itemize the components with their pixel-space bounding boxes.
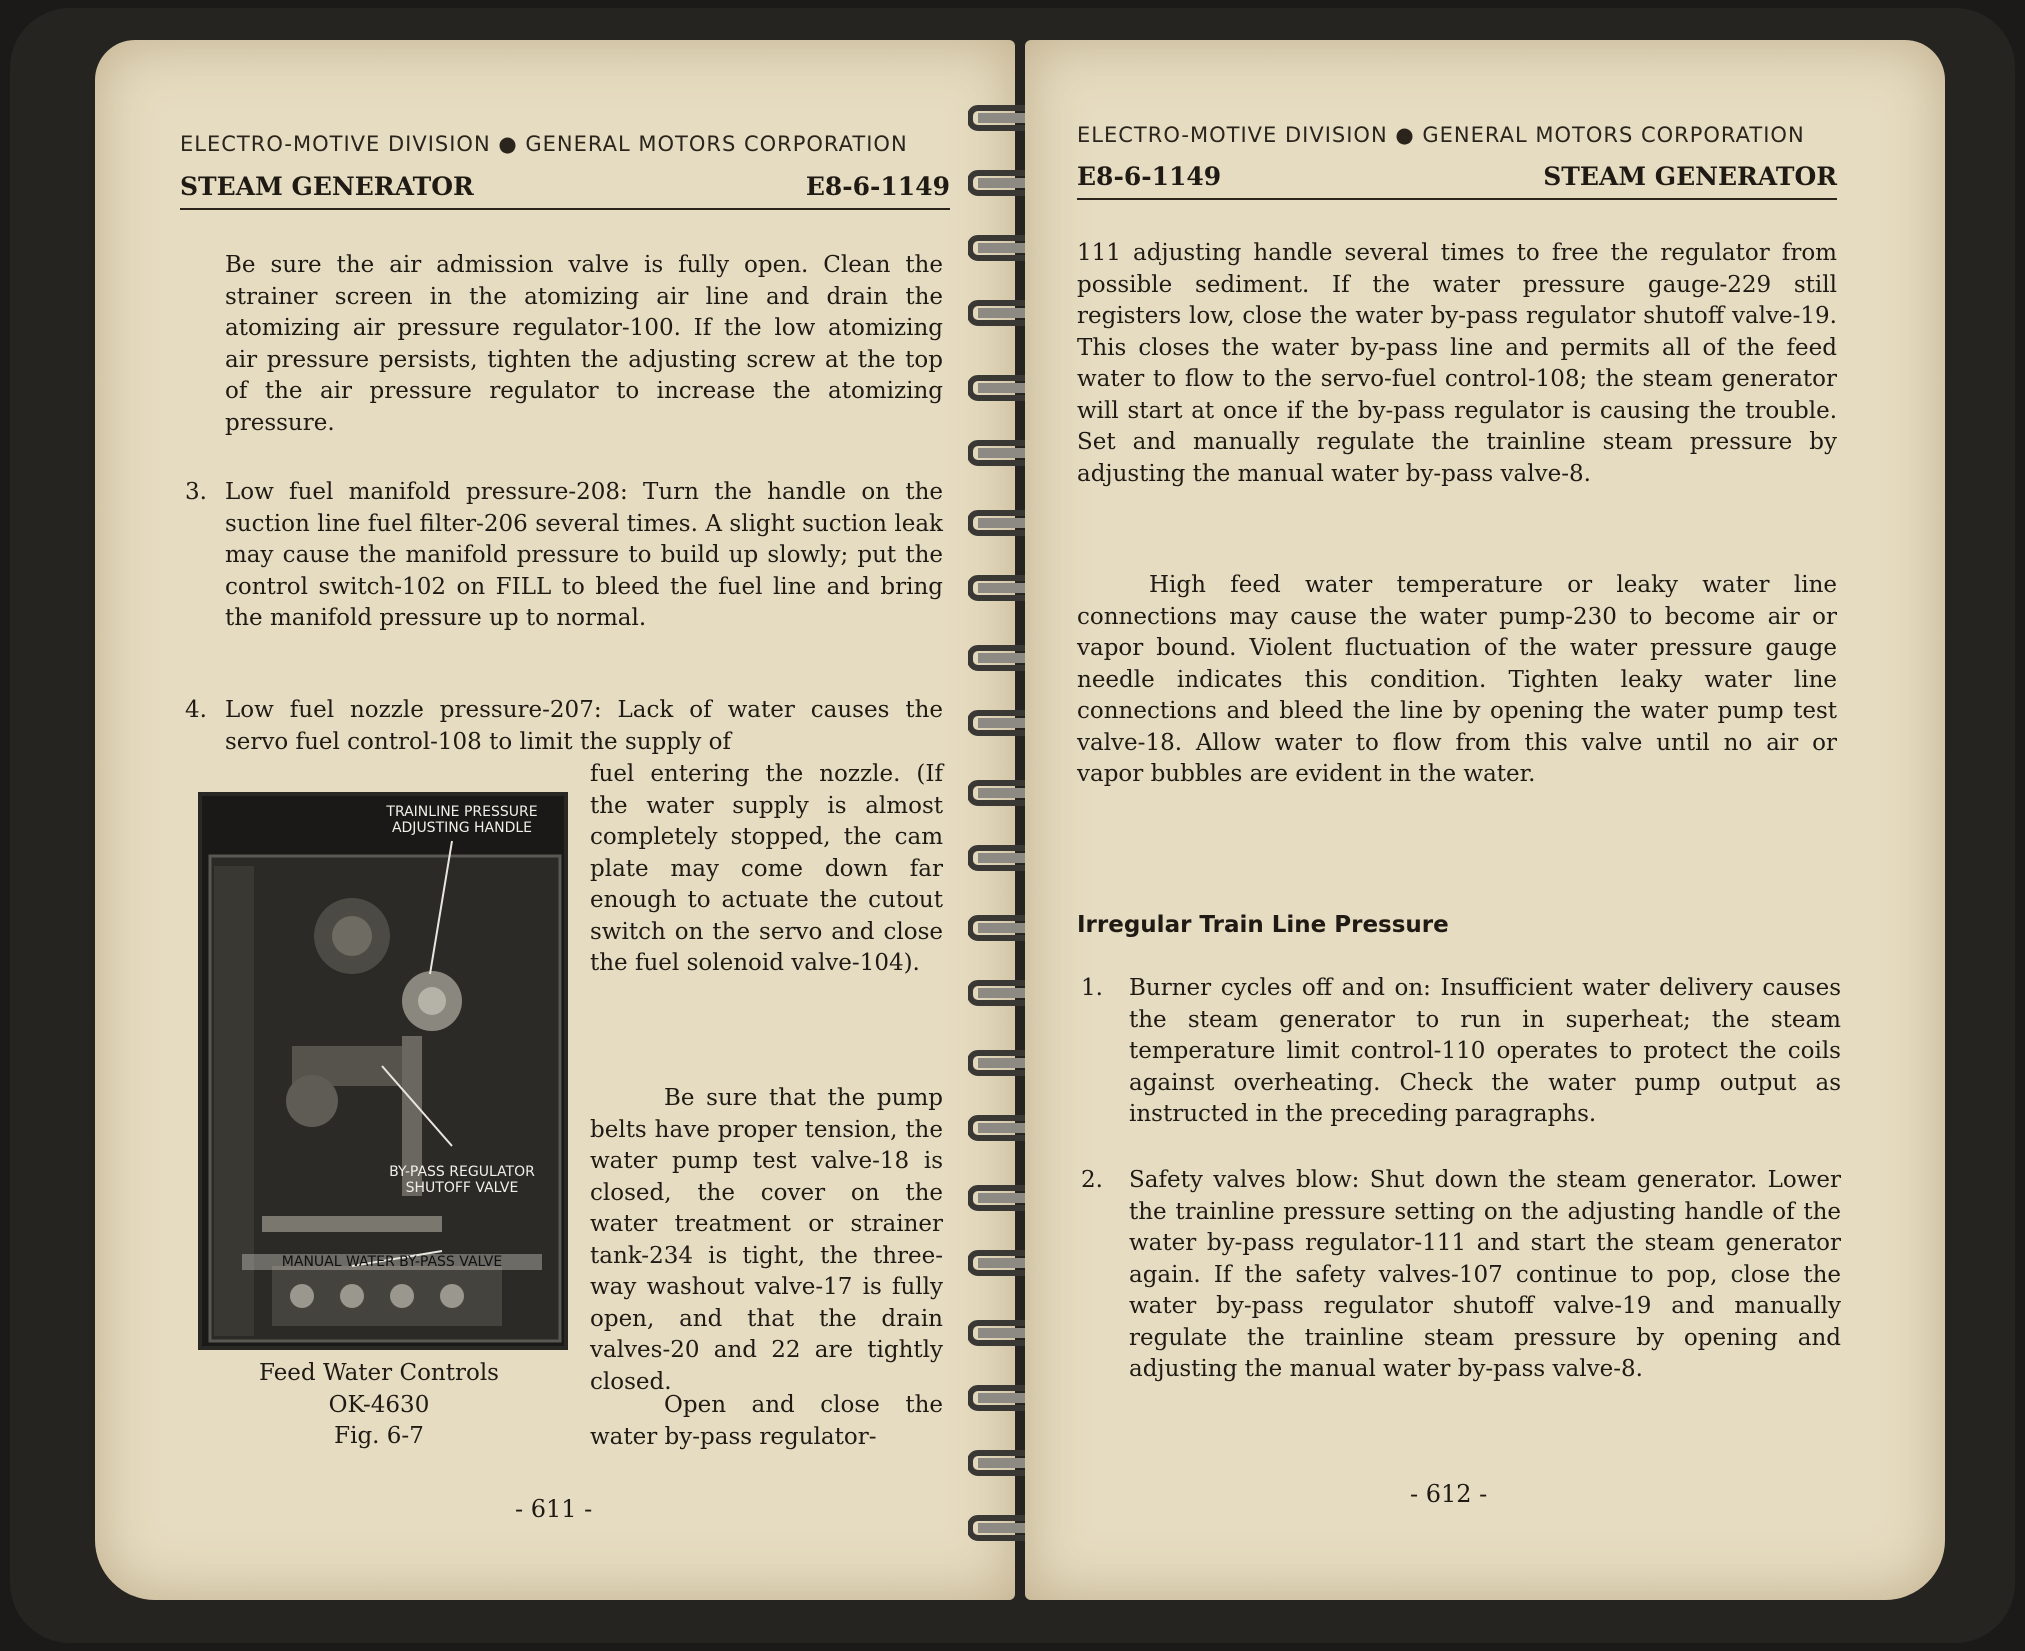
paragraph-pump: Be sure that the pump belts have proper tension, the water pump test valve-18 is closed, the cover on the water treatment or strainer tank-234 is tight, the three-way washout valve-17 is fully open, and that the drain valves-20 and 22 are tightly closed.	[590, 1085, 943, 1395]
item-number: 3.	[185, 479, 207, 505]
item-4-lead: Low fuel nozzle pressure-207: Lack of water causes the servo fuel control-108 to limit the supply of	[225, 697, 943, 755]
right-page	[1025, 40, 1945, 1600]
photo-label-bypass: BY-PASS REGULATOR SHUTOFF VALVE	[389, 1164, 535, 1196]
page-number: - 612 -	[1410, 1480, 1488, 1508]
section-header	[180, 168, 950, 210]
company-header: ELECTRO-MOTIVE DIVISION ● GENERAL MOTORS CORPORATION	[180, 132, 908, 156]
section-header	[1077, 158, 1837, 200]
figure-caption-title: Feed Water Controls	[259, 1360, 499, 1386]
figure-caption-code: OK-4630	[328, 1392, 430, 1418]
document-code: E8-6-1149	[805, 172, 950, 201]
item-number: 2.	[1081, 1167, 1103, 1193]
item-2-text: Safety valves blow: Shut down the steam generator. Lower the trainline pressure setting on the adjusting handle of the water by-pass regulator-111 and start the steam generator again. If the safety valves-107 continue to pop, close the water by-pass regulator shutoff valve-19 and manually regulate the trainline steam pressure by opening and adjusting the manual water by-pass valve-8.	[1129, 1167, 1841, 1382]
company-header: ELECTRO-MOTIVE DIVISION ● GENERAL MOTORS CORPORATION	[1077, 123, 1805, 147]
paragraph-continued: 111 adjusting handle several times to free the regulator from possible sediment. If the water pressure gauge-229 still registers low, close the water by-pass regulator shutoff valve-19. This closes the water by-pass line and permits all of the feed water to flow to the servo-fuel control-108; the steam generator will start at once if the by-pass regulator is causing the trouble. Set and manually regulate the trainline steam pressure by adjusting the manual water by-pass valve-8.	[1077, 240, 1837, 487]
photo-label-manual-valve: MANUAL WATER BY-PASS VALVE	[242, 1254, 542, 1270]
section-heading: Irregular Train Line Pressure	[1077, 912, 1449, 938]
feed-water-controls-photo	[198, 792, 568, 1350]
item-3-text: Low fuel manifold pressure-208: Turn the handle on the suction line fuel filter-206 several times. A slight suction leak may cause the manifold pressure to build up slowly; put the control switch-102 on FILL to bleed the fuel line and bring the manifold pressure up to normal.	[225, 479, 943, 631]
item-number: 4.	[185, 697, 207, 723]
paragraph-feed-water: High feed water temperature or leaky water line connections may cause the water pump-230 to become air or vapor bound. Violent fluctuation of the water pressure gauge needle indicates this condition. Tighten leaky water line connections and bleed the line by opening the water pump test valve-18. Allow water to flow from this valve until no air or vapor bubbles are evident in the water.	[1077, 572, 1837, 787]
section-title: STEAM GENERATOR	[1543, 162, 1837, 191]
page-number: - 611 -	[515, 1495, 593, 1523]
section-title: STEAM GENERATOR	[180, 172, 474, 201]
figure-caption-number: Fig. 6-7	[334, 1423, 424, 1449]
paragraph-open-close: Open and close the water by-pass regulator-	[590, 1392, 943, 1450]
item-4-column: fuel entering the nozzle. (If the water supply is almost completely stopped, the cam plate may come down far enough to actuate the cutout switch on the servo and close the fuel solenoid valve-104).	[590, 761, 943, 976]
item-number: 1.	[1081, 975, 1103, 1001]
left-page	[95, 40, 1015, 1600]
paragraph-intro: Be sure the air admission valve is fully open. Clean the strainer screen in the atomizing air line and drain the atomizing air pressure regulator-100. If the low atomizing air pressure persists, tighten the adjusting screw at the top of the air pressure regulator to increase the atomizing pressure.	[225, 252, 943, 436]
document-code: E8-6-1149	[1077, 162, 1222, 191]
photo-label-trainline: TRAINLINE PRESSURE ADJUSTING HANDLE	[386, 804, 538, 836]
item-1-text: Burner cycles off and on: Insufficient water delivery causes the steam generator to run in superheat; the steam temperature limit control-110 operates to protect the coils against overheating. Check the water pump output as instructed in the preceding paragraphs.	[1129, 975, 1841, 1127]
